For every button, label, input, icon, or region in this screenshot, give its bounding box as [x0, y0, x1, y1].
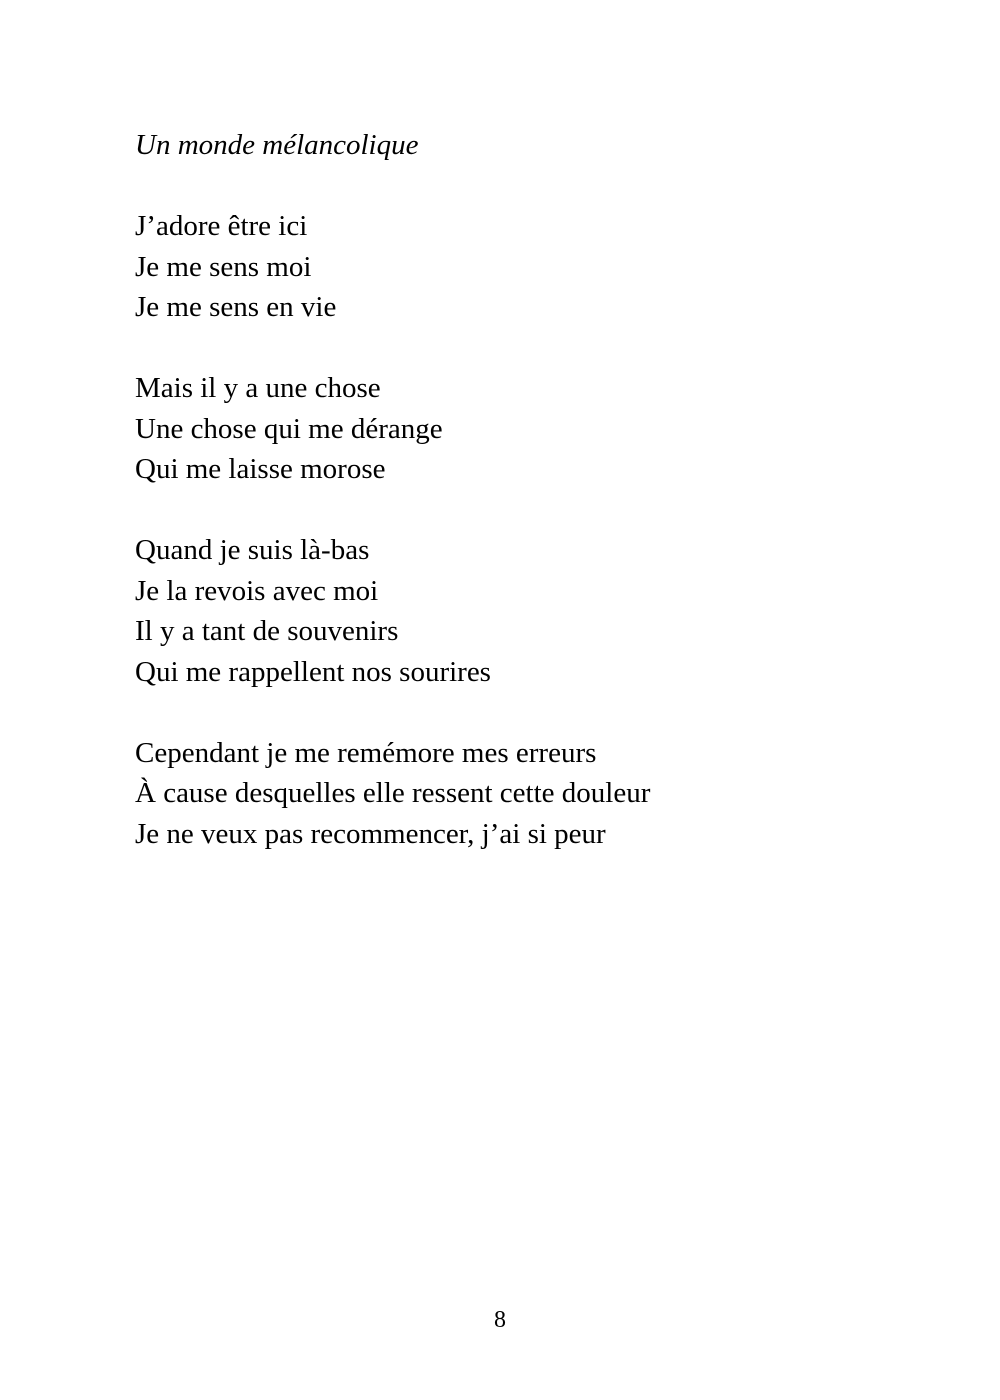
poem-line: Je ne veux pas recommencer, j’ai si peur — [135, 817, 606, 850]
poem-line: Je me sens en vie — [135, 291, 337, 323]
poem-line: À cause desquelles elle ressent cette douleur — [135, 777, 651, 809]
poem — [135, 125, 895, 895]
stanza-1 — [135, 206, 895, 328]
poem-line: Qui me laisse morose — [135, 453, 386, 485]
poem-line: Je me sens moi — [135, 250, 312, 283]
poem-line: Je la revois avec moi — [135, 574, 379, 607]
poem-line: Cependant je me remémore mes erreurs — [135, 736, 597, 769]
stanza-3 — [135, 530, 895, 692]
stanza-2 — [135, 368, 895, 490]
poem-line: Quand je suis là-bas — [135, 534, 370, 566]
poem-line: Il y a tant de souvenirs — [135, 615, 399, 647]
poem-line: Qui me rappellent nos sourires — [135, 655, 491, 688]
stanza-4 — [135, 733, 895, 855]
page-number: 8 — [494, 1307, 506, 1333]
poem-title: Un monde mélancolique — [135, 129, 419, 161]
poem-line: J’adore être ici — [135, 210, 308, 242]
poem-line: Une chose qui me dérange — [135, 412, 443, 445]
poem-line: Mais il y a une chose — [135, 372, 381, 404]
